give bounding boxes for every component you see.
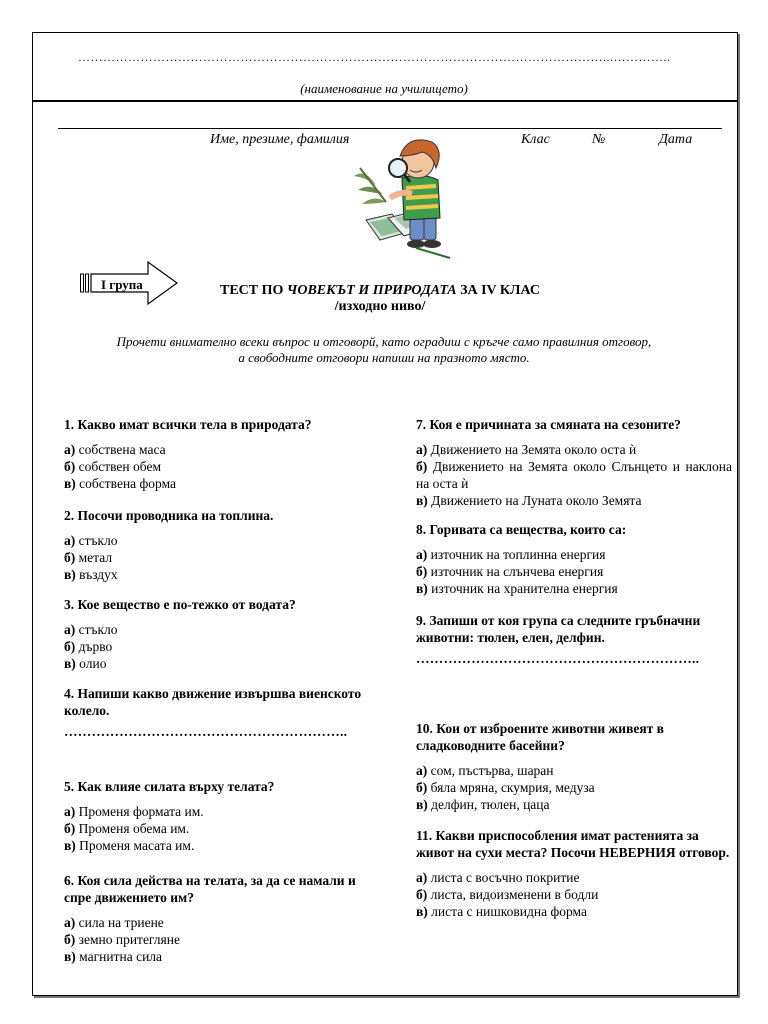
answer-option[interactable]: б) Движението на Земята около Слънцето и наклона на оста ѝ xyxy=(416,459,732,491)
date-label: Дата xyxy=(659,132,693,147)
answer-option[interactable]: в) източник на хранителна енергия xyxy=(416,581,618,596)
answer-option[interactable]: б) дърво xyxy=(64,639,113,654)
answer-option[interactable]: б) собствен обем xyxy=(64,459,161,474)
question-10: 10. Кои от изброените животни живеят в сладководните басейни? а) сом, пъстърва, шаран б) бяла мряна, скумрия, медуза в) делфин, тюлен, цаца xyxy=(416,720,732,827)
question-3: 3. Кое вещество е по-тежко от водата? а) стъкло б) дърво в) олио xyxy=(64,596,379,685)
test-level: /изходно ниво/ xyxy=(334,299,426,314)
answer-option[interactable]: в) олио xyxy=(64,656,107,671)
question-7: 7. Коя е причината за смяната на сезоните? а) Движението на Земята около оста ѝ б) Движението на Земята около Слънцето и наклона на оста ѝ в) Движението на Луната около Земята xyxy=(416,417,732,508)
answer-option[interactable]: а) Движението на Земята около оста ѝ xyxy=(416,442,637,457)
answer-option[interactable]: а) Променя формата им. xyxy=(64,804,204,819)
answer-option[interactable]: б) източник на слънчева енергия xyxy=(416,564,604,579)
answer-option[interactable]: а) стъкло xyxy=(64,533,118,548)
answer-option[interactable]: в) собствена форма xyxy=(64,476,177,491)
question-5: 5. Как влияе силата върху телата? а) Променя формата им. б) Променя обема им. в) Променя масата им. xyxy=(64,778,379,872)
answer-option[interactable]: в) Движението на Луната около Земята xyxy=(416,493,642,508)
question-1: 1. Какво имат всички тела в природата? а) собствена маса б) собствен обем в) собствена форма xyxy=(64,416,379,507)
answer-option[interactable]: а) листа с восъчно покритие xyxy=(416,870,580,885)
answer-option[interactable]: б) листа, видоизменени в бодли xyxy=(416,887,599,902)
answer-option[interactable]: а) сила на триене xyxy=(64,915,164,930)
group-label: I група xyxy=(101,277,143,292)
question-9: 9. Запиши от коя група са следните гръбначни животни: тюлен, елен, делфин. …………………………………………………….. xyxy=(416,612,732,720)
header-divider xyxy=(32,100,738,102)
answer-option[interactable]: в) делфин, тюлен, цаца xyxy=(416,797,550,812)
question-2: 2. Посочи проводника на топлина. а) стъкло б) метал в) въздух xyxy=(64,507,379,596)
answer-option[interactable]: б) Променя обема им. xyxy=(64,821,190,836)
school-name-line: ………………………………………………………………………………………………………………...………….. xyxy=(78,50,671,64)
question-11: 11. Какви приспособления имат растенията за живот на сухи места? Посочи НЕВЕРНИЯ отговор. а) листа с восъчно покритие б) листа, видоизменени в бодли в) листа с нишковидна форма xyxy=(416,827,732,920)
answer-line[interactable]: …………………………………………………….. xyxy=(416,651,700,666)
answer-option[interactable]: б) бяла мряна, скумрия, медуза xyxy=(416,780,595,795)
answer-option[interactable]: а) стъкло xyxy=(64,622,118,637)
question-6: 6. Коя сила действа на телата, за да се намали и спре движението им? а) сила на триене б) земно притегляне в) магнитна сила xyxy=(64,872,379,965)
answer-option[interactable]: б) метал xyxy=(64,550,113,565)
answer-option[interactable]: а) собствена маса xyxy=(64,442,166,457)
question-4: 4. Напиши какво движение извършва виенското колело. …………………………………………………….. xyxy=(64,685,379,778)
question-8: 8. Горивата са вещества, които са: а) източник на топлинна енергия б) източник на слънчева енергия в) източник на хранителна енергия xyxy=(416,521,732,612)
answer-option[interactable]: а) сом, пъстърва, шаран xyxy=(416,763,554,778)
answer-option[interactable]: а) източник на топлинна енергия xyxy=(416,547,606,562)
school-name-label: (наименование на училището) xyxy=(300,81,468,96)
answer-option[interactable]: в) магнитна сила xyxy=(64,949,163,964)
questions-left-column xyxy=(64,416,379,965)
test-title: ТЕСТ ПО ЧОВЕКЪТ И ПРИРОДАТА ЗА IV КЛАС /изходно ниво/ xyxy=(200,283,560,315)
questions-right-column xyxy=(416,416,732,920)
answer-option[interactable]: в) листа с нишковидна форма xyxy=(416,904,587,919)
instructions: Прочети внимателно всеки въпрос и отговорй, като оградиш с кръгче само правилния отговор, а свободните отговори напиши на празното място. xyxy=(116,334,652,365)
class-label: Клас xyxy=(521,132,550,147)
name-label: Име, презиме, фамилия xyxy=(210,132,350,147)
answer-option[interactable]: в) въздух xyxy=(64,567,118,582)
answer-line[interactable]: …………………………………………………….. xyxy=(64,724,348,739)
answer-option[interactable]: б) земно притегляне xyxy=(64,932,180,947)
answer-option[interactable]: в) Променя масата им. xyxy=(64,838,195,853)
child-with-magnifier-illustration xyxy=(352,128,452,268)
number-label: № xyxy=(592,132,606,147)
